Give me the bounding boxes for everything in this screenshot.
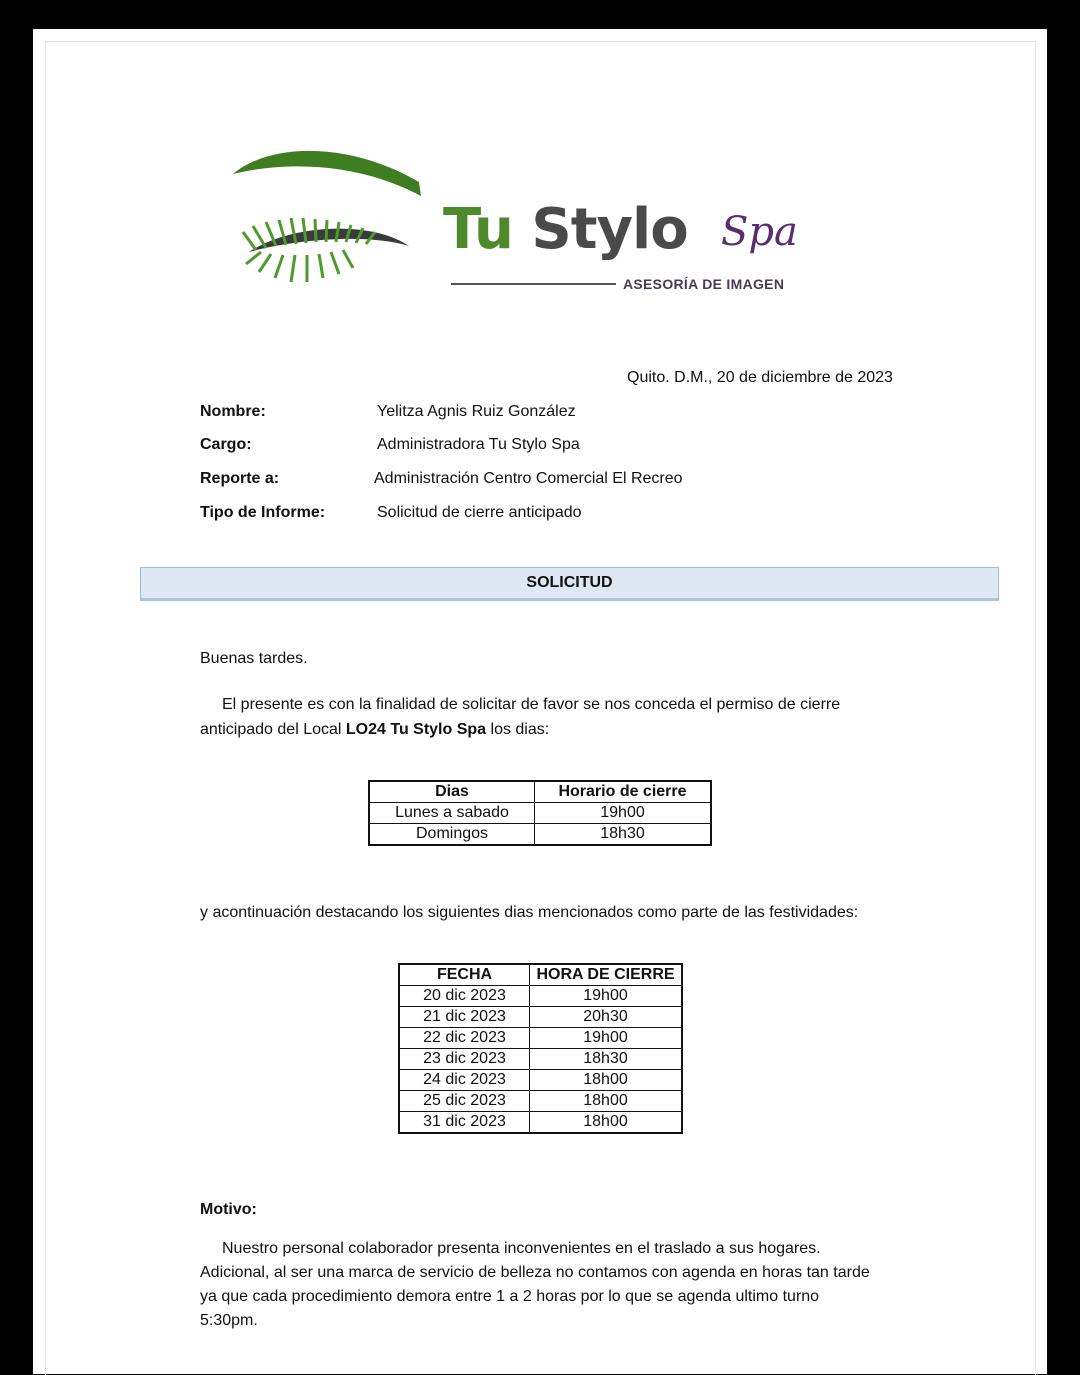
field-label-tipo: Tipo de Informe: (200, 504, 326, 521)
holidays-intro: y acontinuación destacando los siguientes dias mencionados como parte de las festividades: (200, 904, 859, 921)
table-cell: 20 dic 2023 (399, 986, 530, 1007)
table-cell: Domingos (369, 824, 535, 846)
field-label-nombre: Nombre: (200, 403, 266, 420)
motivo-line-4: 5:30pm. (200, 1312, 258, 1329)
table-cell: 18h30 (530, 1049, 683, 1070)
table-row (399, 1007, 682, 1028)
table-cell: 24 dic 2023 (399, 1070, 530, 1091)
company-logo (231, 142, 811, 312)
table-header-row (399, 964, 682, 986)
field-label-reporte: Reporte a: (200, 470, 280, 487)
table-header: HORA DE CIERRE (530, 964, 683, 986)
table-cell: 19h00 (535, 803, 712, 824)
brand-name (443, 197, 688, 262)
section-header-solicitud (140, 567, 999, 601)
schedule-table (368, 780, 712, 846)
table-cell: 19h00 (530, 1028, 683, 1049)
table-cell: Lunes a sabado (369, 803, 535, 824)
table-row (369, 803, 711, 824)
field-value-reporte: Administración Centro Comercial El Recreo (374, 470, 683, 487)
brand-tagline: ASESORÍA DE IMAGEN (623, 276, 785, 292)
motivo-line-1: Nuestro personal colaborador presenta inconvenientes en el traslado a sus hogares. (222, 1240, 821, 1257)
table-header: Horario de cierre (535, 781, 712, 803)
table-cell: 19h00 (530, 986, 683, 1007)
table-row (399, 1028, 682, 1049)
brand-spa: Spa (721, 209, 798, 255)
table-cell: 18h00 (530, 1091, 683, 1112)
intro-line-2-pre: anticipado del Local (200, 721, 346, 738)
brand-tu: Tu (443, 197, 513, 262)
table-cell: 22 dic 2023 (399, 1028, 530, 1049)
table-row (399, 1112, 682, 1134)
table-cell: 18h30 (535, 824, 712, 846)
table-cell: 20h30 (530, 1007, 683, 1028)
table-row (399, 1091, 682, 1112)
table-row (399, 1070, 682, 1091)
local-name: LO24 Tu Stylo Spa (345, 721, 487, 738)
motivo-line-2: Adicional, al ser una marca de servicio de belleza no contamos con agenda en horas tan tarde (200, 1264, 870, 1281)
table-cell: 23 dic 2023 (399, 1049, 530, 1070)
table-cell: 21 dic 2023 (399, 1007, 530, 1028)
table-header: Dias (369, 781, 535, 803)
eye-lash-icon (231, 142, 431, 302)
document-date: Quito. D.M., 20 de diciembre de 2023 (627, 369, 893, 386)
table-header-row (369, 781, 711, 803)
tagline-rule (451, 283, 616, 285)
page-border (45, 41, 1036, 1375)
field-value-tipo: Solicitud de cierre anticipado (377, 504, 582, 521)
brand-stylo: Stylo (531, 197, 688, 262)
document-page (33, 29, 1047, 1374)
motivo-line-3: ya que cada procedimiento demora entre 1 a 2 horas por lo que se agenda ultimo turno (200, 1288, 820, 1305)
table-row (399, 986, 682, 1007)
field-value-cargo: Administradora Tu Stylo Spa (377, 436, 580, 453)
intro-line-1: El presente es con la finalidad de solicitar de favor se nos conceda el permiso de cierre (222, 696, 841, 713)
table-cell: 18h00 (530, 1112, 683, 1134)
motivo-label: Motivo: (200, 1201, 257, 1218)
intro-line-2-post: los dias: (486, 721, 550, 738)
table-cell: 25 dic 2023 (399, 1091, 530, 1112)
intro-line-2 (200, 721, 549, 739)
section-title: SOLICITUD (526, 574, 613, 591)
field-label-cargo: Cargo: (200, 436, 252, 453)
greeting: Buenas tardes. (200, 650, 308, 667)
table-header: FECHA (399, 964, 530, 986)
table-cell: 31 dic 2023 (399, 1112, 530, 1134)
field-value-nombre: Yelitza Agnis Ruiz González (377, 403, 576, 420)
table-row (369, 824, 711, 846)
table-row (399, 1049, 682, 1070)
holiday-table (398, 963, 683, 1134)
table-cell: 18h00 (530, 1070, 683, 1091)
